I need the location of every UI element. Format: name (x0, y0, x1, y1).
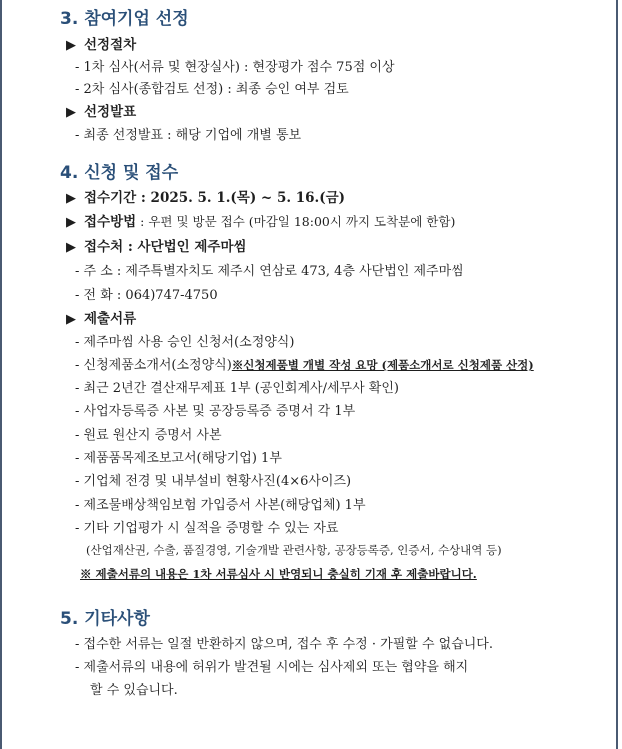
document-item-2-note: ※신청제품별 개별 작성 요망 (제품소개서로 신청제품 산정) (231, 358, 534, 372)
method-row: ▶ 접수방법 : 우편 및 방문 접수 (마감일 18:00시 까지 도착분에 한함) (66, 214, 456, 230)
document-item-8: - 제조물배상책임보험 가입증서 사본(해당업체) 1부 (75, 498, 366, 513)
address-line: - 주 소 : 제주특별자치도 제주시 연삼로 473, 4층 사단법인 제주마씸 (75, 264, 464, 279)
procedure-item-2: - 2차 심사(종합검토 선정) : 최종 승인 여부 검토 (75, 82, 349, 97)
procedure-item-1: - 1차 심사(서류 및 현장실사) : 현장평가 점수 75점 이상 (75, 60, 395, 75)
misc-item-2-line-2: 할 수 있습니다. (90, 683, 178, 698)
document-item-7: - 기업체 전경 및 내부설비 현황사진(4×6사이즈) (75, 474, 352, 489)
document-item-3: - 최근 2년간 결산재무제표 1부 (공인회계사/세무사 확인) (75, 381, 399, 396)
triangle-bullet-icon: ▶ (66, 38, 76, 53)
announce-item: - 최종 선정발표 : 해당 기업에 개별 통보 (75, 128, 302, 143)
document-examples: (산업재산권, 수출, 품질경영, 기술개발 관련사항, 공장등록증, 인증서, 수상내역 등) (86, 543, 502, 557)
selection-announce-heading: ▶ 선정발표 (66, 104, 137, 120)
document-item-9: - 기타 기업평가 시 실적을 증명할 수 있는 자료 (75, 521, 339, 536)
misc-item-1: - 접수한 서류는 일절 반환하지 않으며, 접수 후 수정 · 가필할 수 없습니다. (75, 637, 494, 652)
triangle-bullet-icon: ▶ (66, 215, 76, 230)
document-item-6: - 제품품목제조보고서(해당기업) 1부 (75, 451, 282, 466)
misc-item-2-line-1: - 제출서류의 내용에 허위가 발견될 시에는 심사제외 또는 협약을 해지 (75, 660, 469, 675)
documents-heading: ▶ 제출서류 (66, 311, 137, 327)
document-item-1: - 제주마씸 사용 승인 신청서(소정양식) (75, 335, 295, 350)
selection-procedure-heading: ▶ 선정절차 (66, 37, 137, 53)
phone-line: - 전 화 : 064)747-4750 (75, 288, 218, 303)
section-5-title: 5. 기타사항 (60, 609, 150, 629)
section-4-title: 4. 신청 및 접수 (60, 163, 179, 183)
triangle-bullet-icon: ▶ (66, 191, 76, 206)
documents-notice: ※ 제출서류의 내용은 1차 서류심사 시 반영되니 충실히 기재 후 제출바랍니다. (80, 567, 477, 581)
section-3-title: 3. 참여기업 선정 (60, 9, 189, 29)
document-item-5: - 원료 원산지 증명서 사본 (75, 428, 222, 443)
place-row: ▶ 접수처 : 사단법인 제주마씸 (66, 239, 247, 255)
period-row: ▶ 접수기간 : 2025. 5. 1.(목) ~ 5. 16.(금) (66, 190, 346, 206)
document-item-2: - 신청제품소개서(소정양식)※신청제품별 개별 작성 요망 (제품소개서로 신청제품 산정) (75, 358, 534, 373)
document-item-4: - 사업자등록증 사본 및 공장등록증 증명서 각 1부 (75, 404, 356, 419)
triangle-bullet-icon: ▶ (66, 312, 76, 327)
triangle-bullet-icon: ▶ (66, 105, 76, 120)
triangle-bullet-icon: ▶ (66, 240, 76, 255)
